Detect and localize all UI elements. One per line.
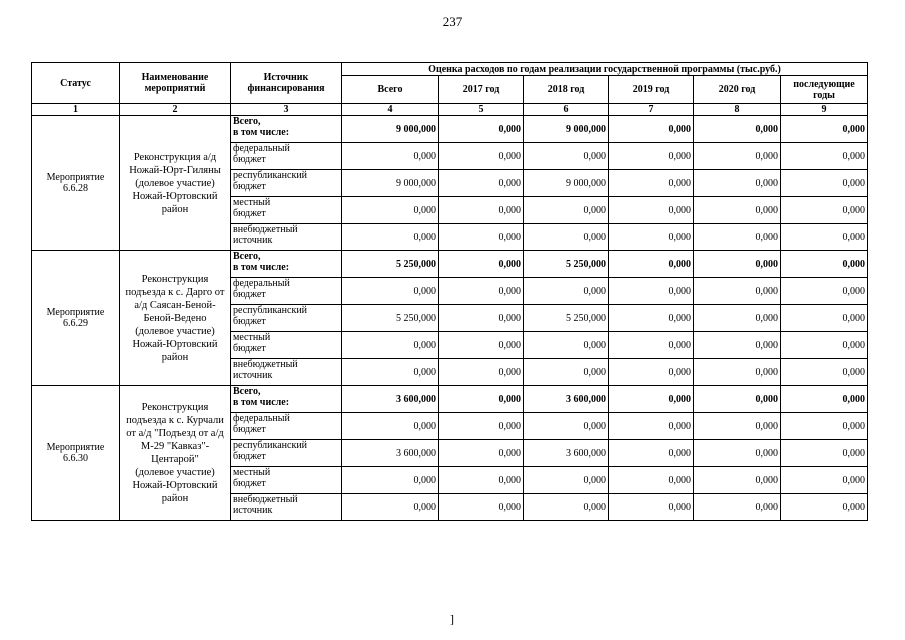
amount-cell: 0,000 xyxy=(524,467,609,494)
amount-cell: 9 000,000 xyxy=(342,116,439,143)
amount-cell: 3 600,000 xyxy=(342,386,439,413)
amount-cell: 0,000 xyxy=(694,305,781,332)
header-status: Статус xyxy=(32,63,120,104)
amount-cell: 0,000 xyxy=(781,332,868,359)
amount-cell: 0,000 xyxy=(439,116,524,143)
amount-cell: 0,000 xyxy=(342,467,439,494)
amount-cell: 0,000 xyxy=(694,170,781,197)
amount-cell: 0,000 xyxy=(439,143,524,170)
amount-cell: 0,000 xyxy=(342,224,439,251)
column-number: 5 xyxy=(439,104,524,116)
funding-source-cell: Всего, в том числе: xyxy=(231,386,342,413)
header-year-later: последующие годы xyxy=(781,76,868,104)
amount-cell: 0,000 xyxy=(694,143,781,170)
funding-source-cell: местный бюджет xyxy=(231,197,342,224)
header-funding-source: Источник финансирования xyxy=(231,63,342,104)
funding-source-cell: внебюджетный источник xyxy=(231,359,342,386)
amount-cell: 0,000 xyxy=(609,413,694,440)
funding-source-cell: внебюджетный источник xyxy=(231,224,342,251)
amount-cell: 0,000 xyxy=(781,413,868,440)
amount-cell: 0,000 xyxy=(439,494,524,521)
amount-cell: 0,000 xyxy=(694,440,781,467)
header-estimate: Оценка расходов по годам реализации государственной программы (тыс.руб.) xyxy=(342,63,868,76)
amount-cell: 0,000 xyxy=(781,251,868,278)
amount-cell: 0,000 xyxy=(694,359,781,386)
amount-cell: 0,000 xyxy=(694,251,781,278)
measures-body xyxy=(32,116,868,521)
measure-status: Мероприятие 6.6.28 xyxy=(32,116,120,251)
amount-cell: 0,000 xyxy=(609,386,694,413)
measure-name: Реконструкция а/д Ножай-Юрт-Гиляны (долевое участие) Ножай-Юртовский район xyxy=(120,116,231,251)
amount-cell: 0,000 xyxy=(609,224,694,251)
column-number: 6 xyxy=(524,104,609,116)
amount-cell: 3 600,000 xyxy=(524,440,609,467)
amount-cell: 0,000 xyxy=(781,170,868,197)
amount-cell: 0,000 xyxy=(694,197,781,224)
amount-cell: 0,000 xyxy=(439,440,524,467)
measure-status: Мероприятие 6.6.30 xyxy=(32,386,120,521)
funding-source-cell: республиканский бюджет xyxy=(231,440,342,467)
amount-cell: 0,000 xyxy=(439,413,524,440)
amount-cell: 0,000 xyxy=(524,413,609,440)
amount-cell: 0,000 xyxy=(781,467,868,494)
amount-cell: 0,000 xyxy=(781,116,868,143)
column-number: 9 xyxy=(781,104,868,116)
footer-mark: ] xyxy=(450,612,454,626)
amount-cell: 0,000 xyxy=(524,224,609,251)
amount-cell: 0,000 xyxy=(524,197,609,224)
amount-cell: 0,000 xyxy=(439,467,524,494)
funding-source-cell: федеральный бюджет xyxy=(231,143,342,170)
amount-cell: 0,000 xyxy=(781,440,868,467)
funding-source-cell: местный бюджет xyxy=(231,332,342,359)
amount-cell: 0,000 xyxy=(439,305,524,332)
amount-cell: 0,000 xyxy=(439,224,524,251)
amount-cell: 0,000 xyxy=(609,116,694,143)
amount-cell: 0,000 xyxy=(781,359,868,386)
amount-cell: 0,000 xyxy=(524,332,609,359)
funding-source-cell: Всего, в том числе: xyxy=(231,116,342,143)
amount-cell: 9 000,000 xyxy=(342,170,439,197)
amount-cell: 0,000 xyxy=(694,413,781,440)
measure-status: Мероприятие 6.6.29 xyxy=(32,251,120,386)
amount-cell: 0,000 xyxy=(694,467,781,494)
amount-cell: 0,000 xyxy=(609,494,694,521)
measure-name: Реконструкция подъезда к с. Дарго от а/д Саясан-Беной- Беной-Ведено (долевое участие) Ножай-Юртовский район xyxy=(120,251,231,386)
amount-cell: 0,000 xyxy=(439,386,524,413)
table-row xyxy=(32,386,868,413)
amount-cell: 0,000 xyxy=(342,278,439,305)
amount-cell: 0,000 xyxy=(609,197,694,224)
amount-cell: 0,000 xyxy=(694,116,781,143)
amount-cell: 5 250,000 xyxy=(524,305,609,332)
amount-cell: 5 250,000 xyxy=(524,251,609,278)
amount-cell: 0,000 xyxy=(694,224,781,251)
table-row xyxy=(32,116,868,143)
amount-cell: 0,000 xyxy=(781,494,868,521)
amount-cell: 0,000 xyxy=(342,494,439,521)
amount-cell: 0,000 xyxy=(609,359,694,386)
amount-cell: 0,000 xyxy=(781,197,868,224)
budget-table xyxy=(31,62,868,521)
amount-cell: 0,000 xyxy=(342,197,439,224)
amount-cell: 0,000 xyxy=(609,467,694,494)
column-number: 2 xyxy=(120,104,231,116)
amount-cell: 0,000 xyxy=(439,278,524,305)
amount-cell: 0,000 xyxy=(781,305,868,332)
header-year-2018: 2018 год xyxy=(524,76,609,104)
amount-cell: 0,000 xyxy=(781,224,868,251)
amount-cell: 0,000 xyxy=(609,440,694,467)
amount-cell: 0,000 xyxy=(524,278,609,305)
header-year-2019: 2019 год xyxy=(609,76,694,104)
measure-name: Реконструкция подъезда к с. Курчали от а/д "Подъезд от а/д М-29 "Кавказ"- Центарой" (долевое участие) Ножай-Юртовский район xyxy=(120,386,231,521)
amount-cell: 0,000 xyxy=(439,332,524,359)
funding-source-cell: Всего, в том числе: xyxy=(231,251,342,278)
amount-cell: 0,000 xyxy=(609,251,694,278)
amount-cell: 0,000 xyxy=(609,143,694,170)
amount-cell: 5 250,000 xyxy=(342,305,439,332)
amount-cell: 0,000 xyxy=(342,359,439,386)
amount-cell: 0,000 xyxy=(694,386,781,413)
header-event-name: Наименование мероприятий xyxy=(120,63,231,104)
amount-cell: 5 250,000 xyxy=(342,251,439,278)
amount-cell: 0,000 xyxy=(439,359,524,386)
funding-source-cell: федеральный бюджет xyxy=(231,413,342,440)
column-number: 1 xyxy=(32,104,120,116)
header-year-2017: 2017 год xyxy=(439,76,524,104)
amount-cell: 0,000 xyxy=(342,332,439,359)
header-year-2020: 2020 год xyxy=(694,76,781,104)
amount-cell: 3 600,000 xyxy=(342,440,439,467)
funding-source-cell: республиканский бюджет xyxy=(231,170,342,197)
amount-cell: 0,000 xyxy=(524,143,609,170)
amount-cell: 0,000 xyxy=(694,278,781,305)
amount-cell: 0,000 xyxy=(609,332,694,359)
amount-cell: 0,000 xyxy=(342,413,439,440)
amount-cell: 0,000 xyxy=(439,197,524,224)
amount-cell: 9 000,000 xyxy=(524,170,609,197)
funding-source-cell: внебюджетный источник xyxy=(231,494,342,521)
amount-cell: 9 000,000 xyxy=(524,116,609,143)
funding-source-cell: местный бюджет xyxy=(231,467,342,494)
amount-cell: 0,000 xyxy=(439,251,524,278)
amount-cell: 0,000 xyxy=(694,332,781,359)
column-number: 8 xyxy=(694,104,781,116)
column-number: 3 xyxy=(231,104,342,116)
page-number: 237 xyxy=(442,14,463,29)
column-number: 4 xyxy=(342,104,439,116)
amount-cell: 0,000 xyxy=(609,170,694,197)
funding-source-cell: федеральный бюджет xyxy=(231,278,342,305)
amount-cell: 0,000 xyxy=(694,494,781,521)
amount-cell: 0,000 xyxy=(342,143,439,170)
funding-source-cell: республиканский бюджет xyxy=(231,305,342,332)
amount-cell: 0,000 xyxy=(609,278,694,305)
amount-cell: 0,000 xyxy=(781,278,868,305)
column-number: 7 xyxy=(609,104,694,116)
header-year-total: Всего xyxy=(342,76,439,104)
amount-cell: 0,000 xyxy=(524,359,609,386)
amount-cell: 0,000 xyxy=(439,170,524,197)
amount-cell: 3 600,000 xyxy=(524,386,609,413)
table-row xyxy=(32,251,868,278)
amount-cell: 0,000 xyxy=(781,143,868,170)
amount-cell: 0,000 xyxy=(609,305,694,332)
amount-cell: 0,000 xyxy=(781,386,868,413)
amount-cell: 0,000 xyxy=(524,494,609,521)
